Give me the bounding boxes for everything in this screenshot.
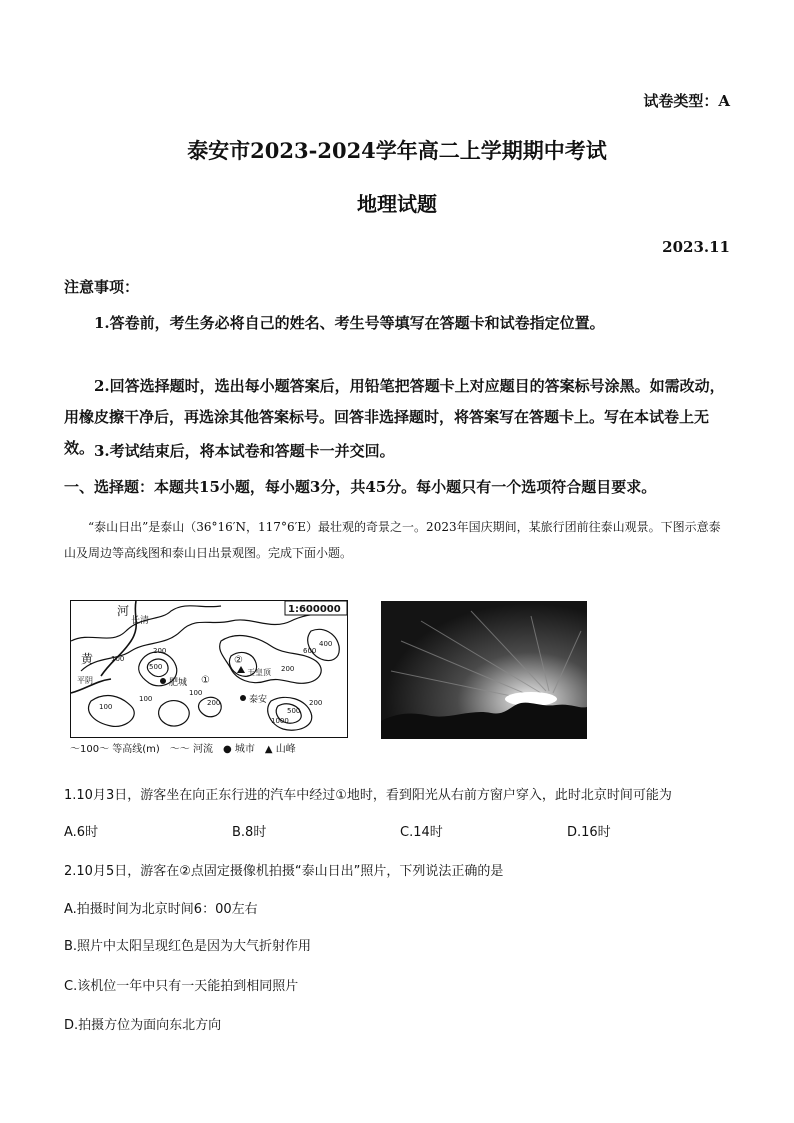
- map-label-river2: 长清: [131, 616, 150, 626]
- contour-label: 200: [153, 647, 167, 655]
- question-2-option-b: B.照片中太阳呈现红色是因为大气折射作用: [64, 939, 312, 954]
- map-label-river1: 河: [117, 604, 130, 618]
- contour-label: 400: [319, 640, 333, 648]
- map-marker-1: ①: [201, 675, 210, 686]
- map-label-feicheng: 肥城: [169, 678, 188, 688]
- contour-map: [70, 600, 348, 738]
- map-label-river3: 黄: [81, 652, 94, 666]
- question-2-option-a: A.拍摄时间为北京时间6：00左右: [64, 902, 258, 917]
- exam-title: 泰安市2023-2024学年高二上学期期中考试: [187, 138, 607, 163]
- question-2-option-d: D.拍摄方位为面向东北方向: [64, 1018, 222, 1033]
- contour-label: 200: [281, 665, 295, 673]
- peak-icon: [237, 666, 245, 673]
- question-1-option-b: B.8时: [232, 825, 267, 840]
- contour-label: 200: [207, 699, 221, 707]
- contour-label: 100: [111, 655, 125, 663]
- exam-date: 2023.11: [662, 238, 730, 256]
- contour-label: 100: [189, 689, 203, 697]
- question-2-option-c: C.该机位一年中只有一天能拍到相同照片: [64, 979, 299, 994]
- question-2-stem: 2.10月5日，游客在②点固定摄像机拍摄“泰山日出”照片，下列说法正确的是: [64, 864, 504, 879]
- notice-item-1: 1.答卷前，考生务必将自己的姓名、考生号等填写在答题卡和试卷指定位置。: [94, 314, 605, 332]
- contour-label: 100: [99, 703, 113, 711]
- contour-label: 100: [139, 695, 153, 703]
- question-1-option-a: A.6时: [64, 825, 99, 840]
- map-label-taian: 泰安: [249, 695, 268, 705]
- section-intro: “泰山日出”是泰山（36°16′N，117°6′E）最壮观的奇景之一。2023年国庆期间，某旅行团前往泰山观景。下图示意泰山及周边等高线图和泰山日出景观图。完成下面小题。: [64, 520, 721, 560]
- exam-subtitle: 地理试题: [357, 192, 437, 216]
- contour-map-svg: [71, 601, 347, 737]
- map-label-peak: 玉皇顶: [247, 668, 271, 677]
- map-marker-2: ②: [234, 655, 243, 666]
- contour-label: 200: [309, 699, 323, 707]
- question-1-option-c: C.14时: [400, 825, 443, 840]
- paper-type-label: 试卷类型：A: [643, 92, 730, 110]
- notice-item-3: 3.考试结束后，将本试卷和答题卡一并交回。: [94, 442, 395, 460]
- sunrise-photo-svg: [381, 601, 587, 739]
- map-scale: 1:600000: [288, 604, 341, 615]
- city-feicheng-dot: [160, 678, 166, 684]
- contour-label: 600: [303, 647, 317, 655]
- city-taian-dot: [240, 695, 246, 701]
- notice-heading: 注意事项：: [64, 278, 140, 296]
- map-legend: ～100～ 等高线(m) ～～ 河流 ● 城市 ▲ 山峰: [70, 744, 296, 755]
- contour-label: 500: [149, 663, 163, 671]
- notice-item-2: 2.回答选择题时，选出每小题答案后，用铅笔把答题卡上对应题目的答案标号涂黑。如需改动，用橡皮擦干净后，再选涂其他答案标号。回答非选择题时，将答案写在答题卡上。写在本试卷上无效。: [64, 377, 725, 457]
- sunrise-photo: [381, 601, 587, 739]
- contour-label: 500: [287, 707, 301, 715]
- map-label-pingyin: 平阴: [77, 676, 93, 685]
- question-1-stem: 1.10月3日，游客坐在向正东行进的汽车中经过①地时，看到阳光从右前方窗户穿入，此时北京时间可能为: [64, 788, 672, 803]
- section-title: 一、选择题：本题共15小题，每小题3分，共45分。每小题只有一个选项符合题目要求。: [64, 478, 657, 496]
- question-1-option-d: D.16时: [567, 825, 611, 840]
- contour-label: 1000: [271, 717, 289, 725]
